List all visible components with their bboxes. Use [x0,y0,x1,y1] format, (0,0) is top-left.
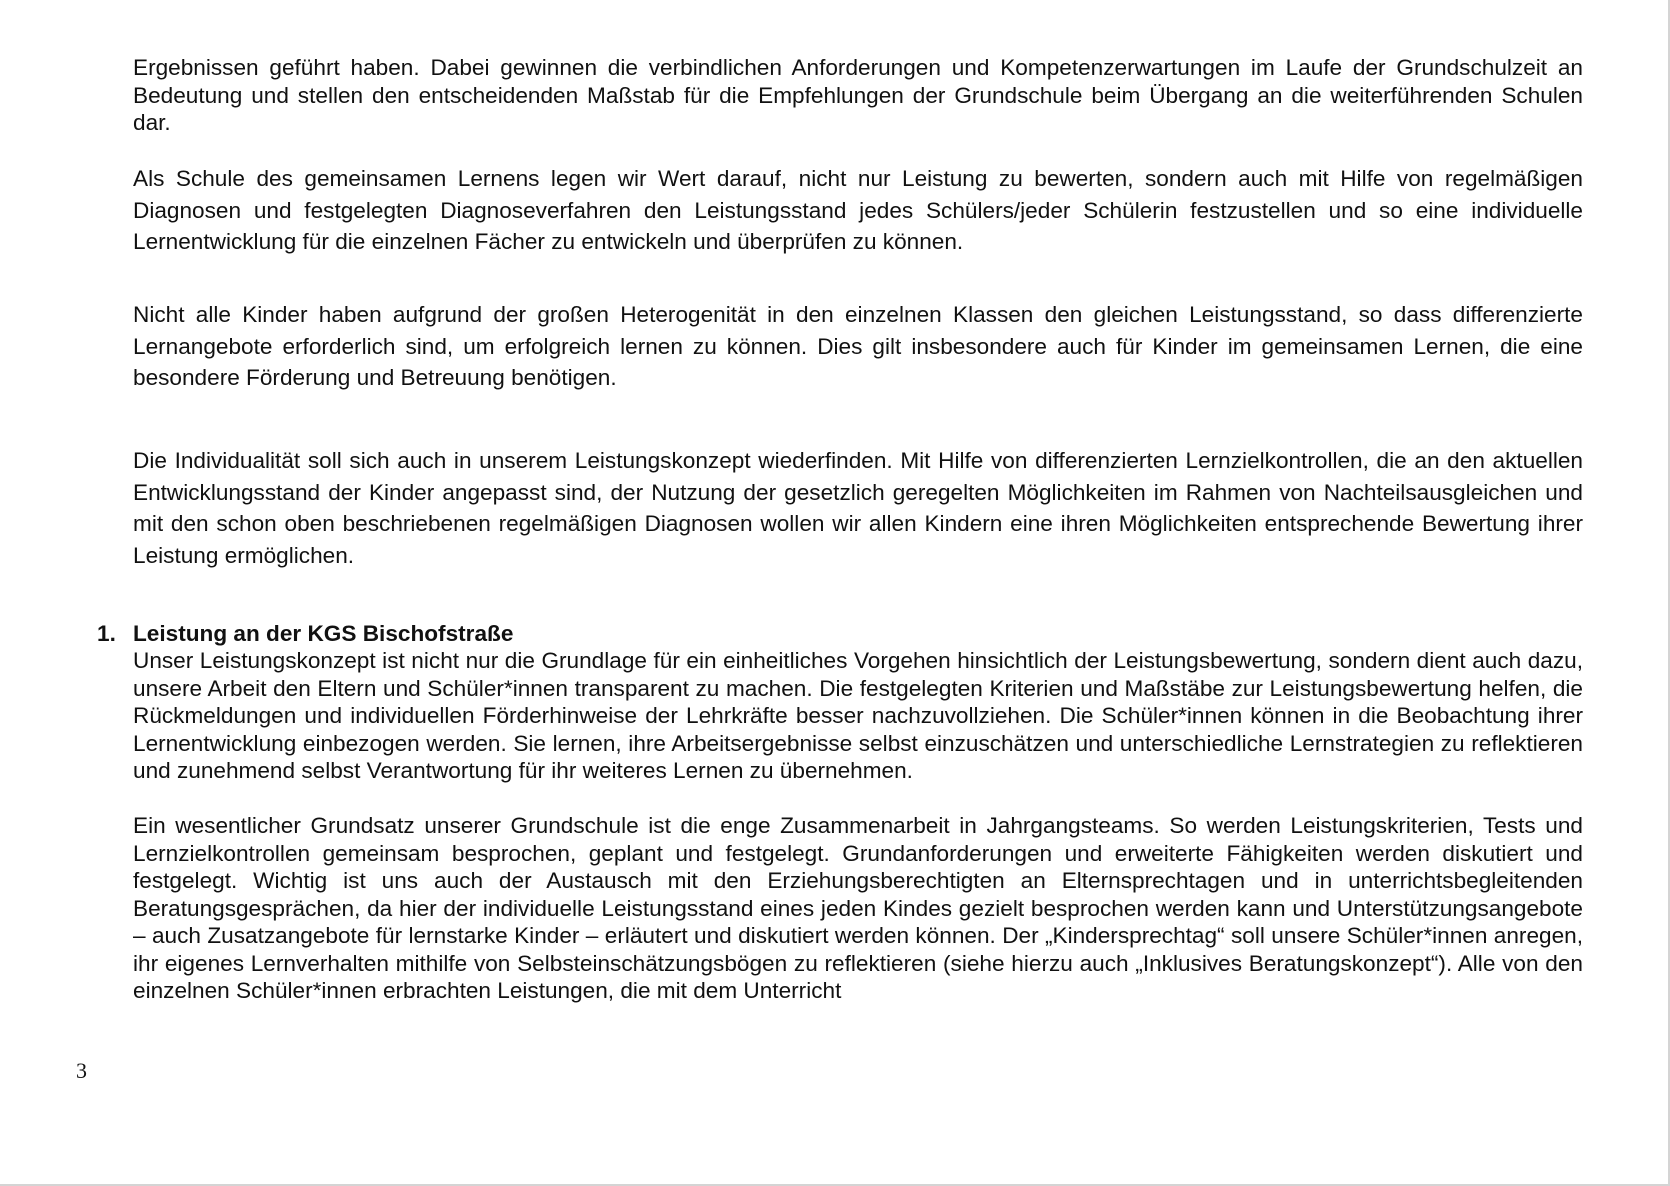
page-number: 3 [76,1058,87,1083]
paragraph-leistungskonzept: Unser Leistungskonzept ist nicht nur die Grundlage für ein einheitliches Vorgehen hinsichtlich der Leistungsbewertung, sondern dient auch dazu, unsere Arbeit den Eltern und Schüler*innen transparent zu machen. Die festgelegten Kriterien und Maßstäbe zur Leistungsbewertung helfen, die Rückmeldungen und individuellen Förderhinweise der Lehrkräfte besser nachzuvollziehen. Die Schüler*innen können in die Beobachtung ihrer Lernentwicklung einbezogen werden. Sie lernen, ihre Arbeitsergebnisse selbst einzuschätzen und unterschiedliche Lernstrategien zu reflektieren und zunehmend selbst Verantwortung für ihr weiteres Lernen zu übernehmen. [133,648,1583,783]
paragraph-jahrgangsteams: Ein wesentlicher Grundsatz unserer Grundschule ist die enge Zusammenarbeit in Jahrgangsteams. So werden Leistungskriterien, Tests und Lernzielkontrollen gemeinsam besprochen, geplant und festgelegt. Grundanforderungen und erweiterte Fähigkeiten werden diskutiert und festgelegt. Wichtig ist uns auch der Austausch mit den Erziehungsberechtigten an Elternsprechtagen und in unterrichtsbegleitenden Beratungsgesprächen, da hier der individuelle Leistungsstand eines jeden Kindes gezielt besprochen werden kann und Unterstützungsangebote – auch Zusatzangebote für lernstarke Kinder – erläutert und diskutiert werden können. Der „Kindersprechtag“ soll unsere Schüler*innen anregen, ihr eigenes Lernverhalten mithilfe von Selbsteinschätzungsbögen zu reflektieren (siehe hierzu auch „Inklusives Beratungskonzept“). Alle von den einzelnen Schüler*innen erbrachten Leistungen, die mit dem Unterricht [133,813,1583,1003]
paragraph-intro-continuation: Ergebnissen geführt haben. Dabei gewinnen die verbindlichen Anforderungen und Kompetenzerwartungen im Laufe der Grundschulzeit an Bedeutung und stellen den entscheidenden Maßstab für die Empfehlungen der Grundschule beim Übergang an die weiterführenden Schulen dar. [133,55,1583,135]
section-number: 1. [97,621,116,646]
paragraph-individualitaet: Die Individualität soll sich auch in unserem Leistungskonzept wiederfinden. Mit Hilfe von differenzierten Lernzielkontrollen, die an den aktuellen Entwicklungsstand der Kinder angepasst sind, der Nutzung der gesetzlich geregelten Möglichkeiten im Rahmen von Nachteilsausgleichen und mit den schon oben beschriebenen regelmäßigen Diagnosen wollen wir allen Kindern eine ihren Möglichkeiten entsprechende Bewertung ihrer Leistung ermöglichen. [133,448,1583,568]
paragraph-heterogenitaet: Nicht alle Kinder haben aufgrund der großen Heterogenität in den einzelnen Klassen den gleichen Leistungsstand, so dass differenzierte Lernangebote erforderlich sind, um erfolgreich lernen zu können. Dies gilt insbesondere auch für Kinder im gemeinsamen Lernen, die eine besondere Förderung und Betreuung benötigen. [133,302,1583,390]
section-heading: Leistung an der KGS Bischofstraße [133,621,514,646]
paragraph-gemeinsames-lernen: Als Schule des gemeinsamen Lernens legen wir Wert darauf, nicht nur Leistung zu bewerten, sondern auch mit Hilfe von regelmäßigen Diagnosen und festgelegten Diagnoseverfahren den Leistungsstand jedes Schülers/jeder Schülerin festzustellen und so eine individuelle Lernentwicklung für die einzelnen Fächer zu entwickeln und überprüfen zu können. [133,166,1583,254]
